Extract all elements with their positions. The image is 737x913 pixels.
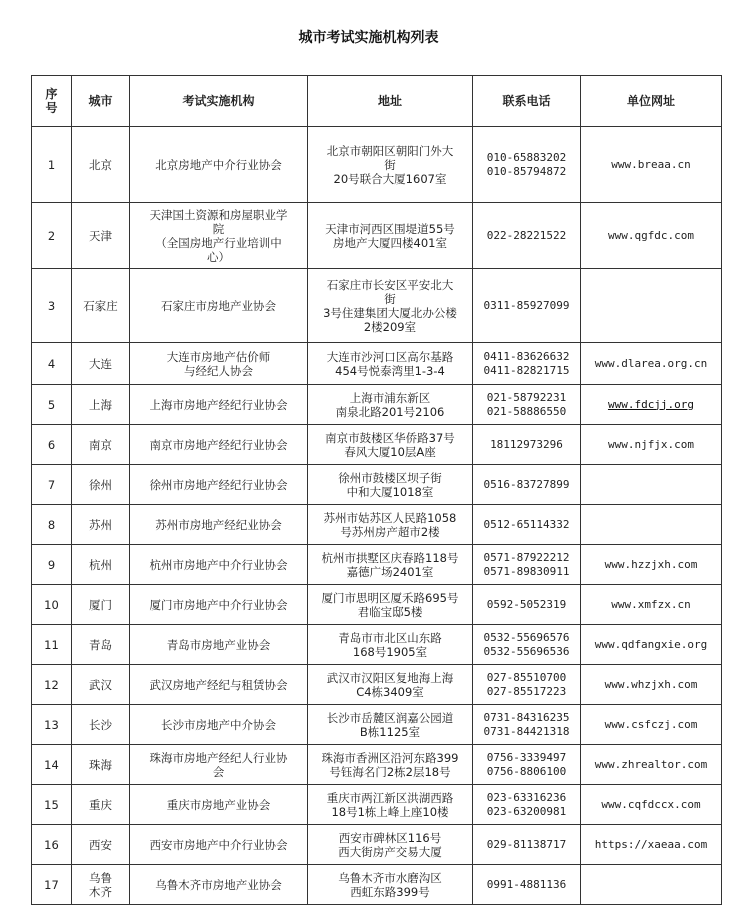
cell-city: 重庆 xyxy=(72,785,130,825)
website-link[interactable]: www.cqfdccx.com xyxy=(601,797,701,811)
table-row xyxy=(32,705,722,745)
website-link[interactable]: www.dlarea.org.cn xyxy=(594,356,708,370)
cell-city: 天津 xyxy=(72,203,130,269)
cell-no: 12 xyxy=(32,665,72,705)
cell-phone: 0991-4881136 xyxy=(473,865,581,905)
cell-address: 西安市碑林区116号 西大街房产交易大厦 xyxy=(308,825,473,865)
table-row xyxy=(32,465,722,505)
cell-url xyxy=(581,865,722,905)
cell-address: 北京市朝阳区朝阳门外大 街 20号联合大厦1607室 xyxy=(308,127,473,203)
website-link[interactable]: www.qdfangxie.org xyxy=(594,637,708,651)
cell-address: 杭州市拱墅区庆春路118号 嘉德广场2401室 xyxy=(308,545,473,585)
cell-org: 武汉房地产经纪与租赁协会 xyxy=(130,665,308,705)
cell-phone: 0512-65114332 xyxy=(473,505,581,545)
website-link[interactable]: www.xmfzx.cn xyxy=(611,597,691,611)
cell-org: 西安市房地产中介行业协会 xyxy=(130,825,308,865)
cell-city: 西安 xyxy=(72,825,130,865)
cell-url[interactable] xyxy=(581,825,722,865)
cell-city: 北京 xyxy=(72,127,130,203)
cell-no: 3 xyxy=(32,269,72,343)
cell-url[interactable] xyxy=(581,785,722,825)
cell-phone: 0516-83727899 xyxy=(473,465,581,505)
cell-org: 北京房地产中介行业协会 xyxy=(130,127,308,203)
website-link[interactable]: www.njfjx.com xyxy=(607,437,695,451)
cell-org: 南京市房地产经纪行业协会 xyxy=(130,425,308,465)
cell-city: 长沙 xyxy=(72,705,130,745)
header-city: 城市 xyxy=(72,76,130,127)
cell-no: 11 xyxy=(32,625,72,665)
cell-org: 青岛市房地产业协会 xyxy=(130,625,308,665)
website-link[interactable]: https://xaeaa.com xyxy=(594,837,708,851)
header-url: 单位网址 xyxy=(581,76,722,127)
cell-phone: 022-28221522 xyxy=(473,203,581,269)
cell-city: 苏州 xyxy=(72,505,130,545)
cell-phone: 0731-84316235 0731-84421318 xyxy=(473,705,581,745)
cell-org: 天津国土资源和房屋职业学 院 （全国房地产行业培训中 心） xyxy=(130,203,308,269)
website-link[interactable]: www.breaa.cn xyxy=(611,157,691,171)
table-row xyxy=(32,585,722,625)
website-link[interactable]: www.whzjxh.com xyxy=(604,677,698,691)
cell-city: 杭州 xyxy=(72,545,130,585)
cell-phone: 18112973296 xyxy=(473,425,581,465)
cell-city: 南京 xyxy=(72,425,130,465)
cell-no: 17 xyxy=(32,865,72,905)
table-row xyxy=(32,269,722,343)
header-org: 考试实施机构 xyxy=(130,76,308,127)
table-row xyxy=(32,343,722,385)
cell-org: 长沙市房地产中介协会 xyxy=(130,705,308,745)
table-row xyxy=(32,865,722,905)
cell-url[interactable] xyxy=(581,625,722,665)
table-row xyxy=(32,505,722,545)
cell-city: 青岛 xyxy=(72,625,130,665)
cell-phone: 0532-55696576 0532-55696536 xyxy=(473,625,581,665)
cell-no: 2 xyxy=(32,203,72,269)
header-phone: 联系电话 xyxy=(473,76,581,127)
page-title: 城市考试实施机构列表 xyxy=(298,30,439,46)
cell-address: 乌鲁木齐市水磨沟区 西虹东路399号 xyxy=(308,865,473,905)
website-link[interactable]: www.zhrealtor.com xyxy=(594,757,708,771)
table-row xyxy=(32,545,722,585)
cell-url[interactable] xyxy=(581,545,722,585)
cell-city: 徐州 xyxy=(72,465,130,505)
cell-org: 厦门市房地产中介行业协会 xyxy=(130,585,308,625)
table-row xyxy=(32,745,722,785)
cell-no: 9 xyxy=(32,545,72,585)
header-no: 序 号 xyxy=(32,76,72,127)
table-row xyxy=(32,825,722,865)
cell-city: 武汉 xyxy=(72,665,130,705)
cell-address: 天津市河西区围堤道55号 房地产大厦四楼401室 xyxy=(308,203,473,269)
cell-city: 珠海 xyxy=(72,745,130,785)
cell-url[interactable] xyxy=(581,425,722,465)
cell-no: 10 xyxy=(32,585,72,625)
cell-no: 4 xyxy=(32,343,72,385)
cell-city: 上海 xyxy=(72,385,130,425)
cell-org: 杭州市房地产中介行业协会 xyxy=(130,545,308,585)
cell-phone: 0592-5052319 xyxy=(473,585,581,625)
cell-address: 青岛市市北区山东路 168号1905室 xyxy=(308,625,473,665)
table-row xyxy=(32,665,722,705)
cell-url[interactable] xyxy=(581,665,722,705)
website-link[interactable]: www.csfczj.com xyxy=(604,717,698,731)
institution-table xyxy=(31,75,722,905)
cell-org: 石家庄市房地产业协会 xyxy=(130,269,308,343)
cell-org: 大连市房地产估价师 与经纪人协会 xyxy=(130,343,308,385)
cell-phone: 0311-85927099 xyxy=(473,269,581,343)
cell-no: 15 xyxy=(32,785,72,825)
cell-no: 5 xyxy=(32,385,72,425)
cell-no: 14 xyxy=(32,745,72,785)
cell-phone: 0411-83626632 0411-82821715 xyxy=(473,343,581,385)
cell-city: 乌鲁 木齐 xyxy=(72,865,130,905)
cell-phone: 027-85510700 027-85517223 xyxy=(473,665,581,705)
cell-address: 厦门市思明区厦禾路695号 君临宝邸5楼 xyxy=(308,585,473,625)
cell-no: 8 xyxy=(32,505,72,545)
cell-org: 徐州市房地产经纪行业协会 xyxy=(130,465,308,505)
cell-no: 1 xyxy=(32,127,72,203)
table-row xyxy=(32,425,722,465)
cell-address: 苏州市姑苏区人民路1058 号苏州房产超市2楼 xyxy=(308,505,473,545)
cell-no: 7 xyxy=(32,465,72,505)
cell-phone: 023-63316236 023-63200981 xyxy=(473,785,581,825)
cell-url[interactable] xyxy=(581,585,722,625)
cell-city: 厦门 xyxy=(72,585,130,625)
cell-url[interactable] xyxy=(581,203,722,269)
cell-org: 重庆市房地产业协会 xyxy=(130,785,308,825)
cell-url[interactable] xyxy=(581,705,722,745)
cell-address: 上海市浦东新区 南泉北路201号2106 xyxy=(308,385,473,425)
cell-address: 重庆市两江新区洪湖西路 18号1栋上峰上座10楼 xyxy=(308,785,473,825)
cell-url[interactable] xyxy=(581,343,722,385)
cell-phone: 021-58792231 021-58886550 xyxy=(473,385,581,425)
header-address: 地址 xyxy=(308,76,473,127)
table-row xyxy=(32,385,722,425)
cell-url[interactable] xyxy=(581,127,722,203)
cell-phone: 029-81138717 xyxy=(473,825,581,865)
table-row xyxy=(32,127,722,203)
cell-city: 大连 xyxy=(72,343,130,385)
cell-url xyxy=(581,465,722,505)
cell-address: 大连市沙河口区高尔基路 454号悦泰湾里1-3-4 xyxy=(308,343,473,385)
cell-no: 6 xyxy=(32,425,72,465)
cell-phone: 010-65883202 010-85794872 xyxy=(473,127,581,203)
cell-address: 武汉市汉阳区复地海上海 C4栋3409室 xyxy=(308,665,473,705)
cell-address: 石家庄市长安区平安北大 街 3号住建集团大厦北办公楼 2楼209室 xyxy=(308,269,473,343)
cell-url[interactable] xyxy=(581,385,722,425)
cell-org: 上海市房地产经纪行业协会 xyxy=(130,385,308,425)
cell-no: 13 xyxy=(32,705,72,745)
cell-org: 苏州市房地产经纪业协会 xyxy=(130,505,308,545)
cell-city: 石家庄 xyxy=(72,269,130,343)
website-link[interactable]: www.qgfdc.com xyxy=(607,228,695,242)
cell-address: 徐州市鼓楼区坝子街 中和大厦1018室 xyxy=(308,465,473,505)
cell-phone: 0571-87922212 0571-89830911 xyxy=(473,545,581,585)
header-row xyxy=(32,76,722,127)
table-row xyxy=(32,203,722,269)
cell-url[interactable] xyxy=(581,745,722,785)
website-link[interactable]: www.fdcjj.org xyxy=(607,397,695,411)
cell-address: 珠海市香洲区沿河东路399 号钰海名门2栋2层18号 xyxy=(308,745,473,785)
table-row xyxy=(32,785,722,825)
cell-no: 16 xyxy=(32,825,72,865)
cell-address: 南京市鼓楼区华侨路37号 春风大厦10层A座 xyxy=(308,425,473,465)
website-link[interactable]: www.hzzjxh.com xyxy=(604,557,698,571)
cell-org: 珠海市房地产经纪人行业协 会 xyxy=(130,745,308,785)
cell-org: 乌鲁木齐市房地产业协会 xyxy=(130,865,308,905)
table-row xyxy=(32,625,722,665)
cell-phone: 0756-3339497 0756-8806100 xyxy=(473,745,581,785)
cell-url xyxy=(581,269,722,343)
cell-address: 长沙市岳麓区润嘉公园道 B栋1125室 xyxy=(308,705,473,745)
cell-url xyxy=(581,505,722,545)
